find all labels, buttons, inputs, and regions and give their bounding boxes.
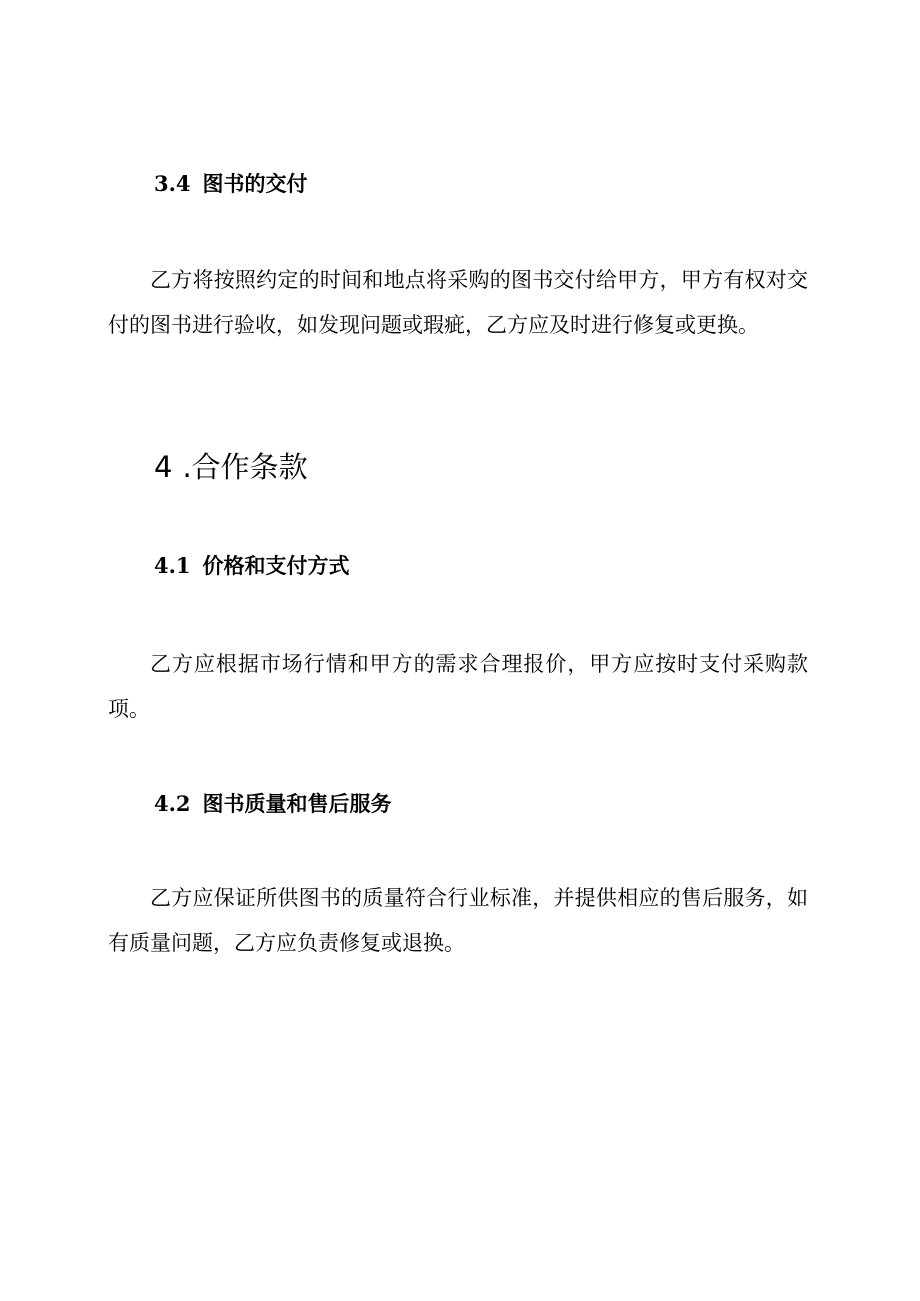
section-heading-4 bbox=[154, 447, 308, 487]
subsection-heading-3-4 bbox=[154, 169, 308, 199]
subsection-heading-4-2 bbox=[154, 789, 392, 819]
section-number: 4 bbox=[154, 450, 173, 484]
subsection-title: 价格和支付方式 bbox=[202, 553, 350, 578]
subsection-heading-4-1 bbox=[154, 551, 350, 581]
paragraph-quality-service: 乙方应保证所供图书的质量符合行业标准，并提供相应的售后服务，如有质量问题，乙方应负责修复或退换。 bbox=[108, 886, 808, 955]
subsection-title: 图书质量和售后服务 bbox=[202, 791, 392, 816]
subsection-number: 4.1 bbox=[154, 553, 191, 578]
section-title: .合作条款 bbox=[182, 450, 308, 484]
subsection-number: 4.2 bbox=[154, 791, 191, 816]
paragraph-pricing: 乙方应根据市场行情和甲方的需求合理报价，甲方应按时支付采购款项。 bbox=[108, 652, 808, 721]
paragraph-delivery: 乙方将按照约定的时间和地点将采购的图书交付给甲方，甲方有权对交付的图书进行验收，如发现问题或瑕疵，乙方应及时进行修复或更换。 bbox=[108, 268, 808, 337]
subsection-number: 3.4 bbox=[154, 171, 191, 196]
subsection-title: 图书的交付 bbox=[202, 171, 308, 196]
